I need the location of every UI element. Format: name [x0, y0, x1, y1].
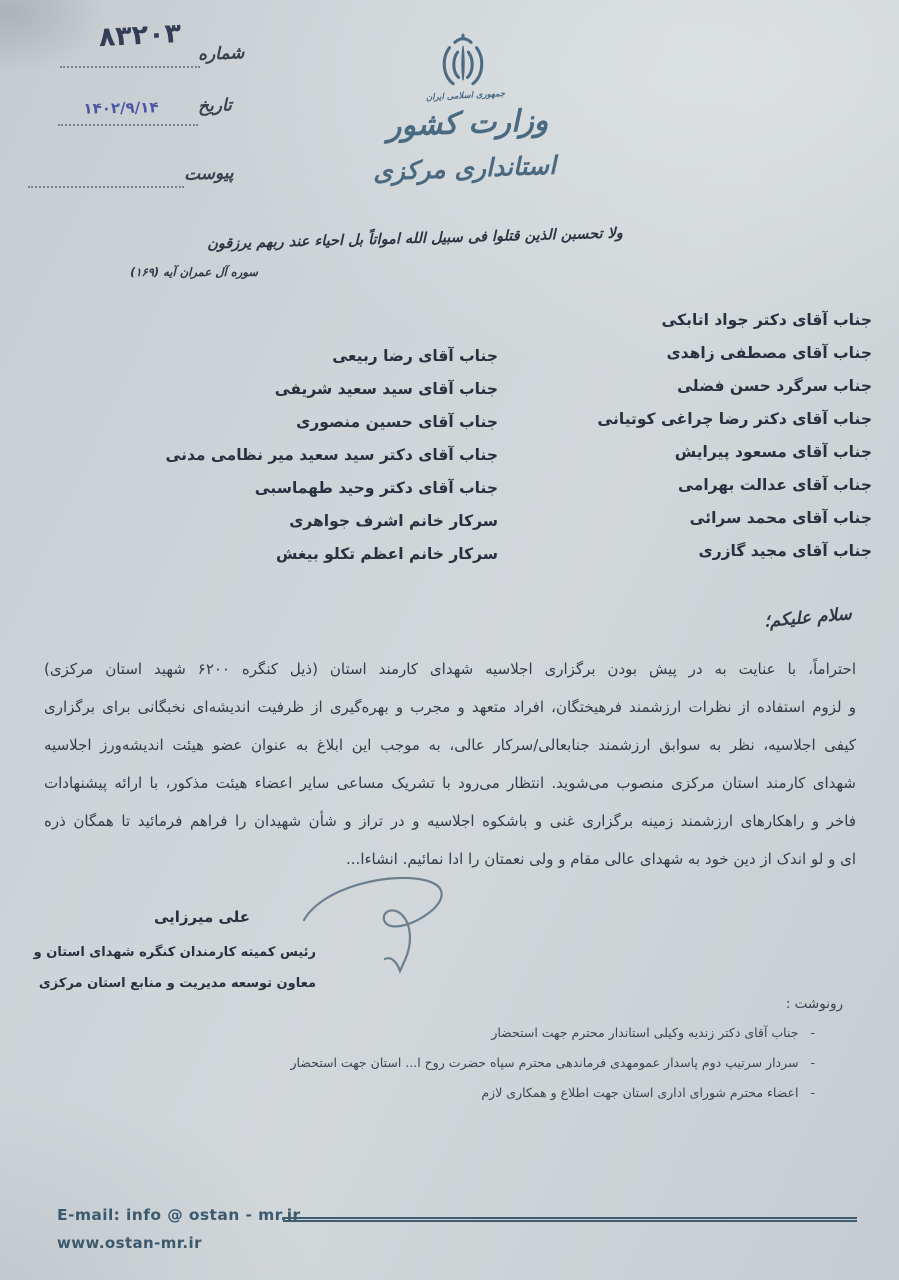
recipient-name: جناب آقای حسین منصوری	[296, 413, 498, 431]
iran-emblem-icon	[436, 33, 490, 93]
recipient-name: جناب آقای رضا ربیعی	[332, 347, 498, 365]
body-line: احتراماً، با عنایت به در پیش بودن برگزاری اجلاسیه شهدای کارمند استان (ذیل کنگره ۶۲۰۰ شهید استان مرکزی)	[44, 660, 856, 678]
recipient-name: سرکار خانم اعظم تکلو بیغش	[275, 545, 498, 563]
letter-number-handwritten: ۸۳۲۰۳	[98, 17, 182, 54]
handwritten-signature	[292, 868, 462, 990]
cc-dash-icon: -	[810, 1085, 815, 1100]
greeting: سلام علیکم؛	[763, 604, 853, 632]
recipient-name: جناب آقای محمد سرائی	[689, 509, 872, 527]
body-line: فاخر و راهکارهای ارزشمند زمینه برگزاری غنی و باشکوه اجلاسیه و در تراز و شأن شهیدان را فراهم فرمائید تا همگان ذره	[44, 812, 856, 830]
cc-dash-icon: -	[810, 1025, 815, 1040]
cc-item	[290, 1078, 815, 1108]
recipient-name: جناب آقای مجید گازری	[698, 542, 872, 560]
recipient-name: سرکار خانم اشرف جواهری	[289, 512, 498, 530]
recipient-column-right	[597, 304, 872, 568]
recipient-name: جناب آقای دکتر سید سعید میر نظامی مدنی	[165, 446, 498, 464]
recipient-name: جناب آقای دکتر وحید طهماسبی	[254, 479, 498, 497]
signer-title-1: رئیس کمیته کارمندان کنگره شهدای استان و	[33, 945, 316, 960]
signer-title-2: معاون توسعه مدیریت و منابع استان مرکزی	[38, 976, 316, 991]
recipient-column-left	[165, 340, 498, 571]
attachment-label: پیوست	[183, 163, 234, 185]
cc-item	[290, 1048, 815, 1078]
date-dotted-line	[58, 124, 198, 126]
number-label: شماره	[197, 43, 245, 65]
recipient-name: جناب آقای مسعود پیرایش	[674, 443, 872, 461]
recipient-name: جناب آقای سید سعید شریفی	[274, 380, 498, 398]
attachment-dotted-line	[28, 186, 184, 188]
letterhead-ministry: وزارت کشور	[386, 103, 549, 144]
body-line: ای و لو اندک از دین خود به شهدای عالی مقام و ولی نعمتان را ادا نمائیم. انشاءا...	[346, 850, 856, 868]
date-stamp-value: ۱۴۰۲/۹/۱۴	[83, 98, 159, 118]
footer-website: www.ostan-mr.ir	[57, 1234, 202, 1252]
footer-double-rule	[283, 1217, 857, 1222]
footer-email: E-mail: info @ ostan - mr.ir	[57, 1206, 301, 1224]
cc-item-text: اعضاء محترم شورای اداری استان جهت اطلاع و همکاری لازم	[481, 1085, 799, 1100]
cc-item-text: سردار سرتیپ دوم پاسدار عمومهدی فرماندهی محترم سپاه حضرت روح ا... استان جهت استحضار	[290, 1055, 799, 1070]
cc-item	[290, 1018, 815, 1048]
recipient-name: جناب آقای دکتر رضا چراغی کوتیانی	[597, 410, 872, 428]
letter-body	[44, 650, 856, 878]
cc-label: رونوشت :	[785, 996, 843, 1012]
body-line: کیفی اجلاسیه، نظر به سوابق ارزشمند جنابعالی/سرکار عالی، به موجب این ابلاغ به عنوان عضو هیئت اندیشه‌ورز اجلاسیه	[44, 736, 856, 754]
recipient-name: جناب آقای عدالت بهرامی	[678, 476, 872, 494]
recipient-name: جناب سرگرد حسن فضلی	[677, 377, 872, 395]
letterhead-country: جمهوری اسلامی ایران	[425, 88, 506, 104]
recipient-name: جناب آقای دکتر جواد اتابکی	[661, 311, 872, 329]
signer-name: علی میرزایی	[153, 908, 251, 926]
date-label: تاریخ	[197, 95, 233, 117]
signature-block	[33, 908, 316, 999]
body-line: و لزوم استفاده از نظرات ارزشمند فرهیختگان، افراد متعهد و مجرب و بهره‌گیری از ظرفیت اندیشه‌ای نخبگانی برای برگزاری	[44, 698, 856, 716]
number-dotted-line	[60, 66, 200, 68]
quran-verse: ولا تحسبن الذین قتلوا فی سبیل الله امواتاً بل احیاء عند ربهم یرزقون	[206, 225, 624, 253]
recipient-name: جناب آقای مصطفی زاهدی	[666, 344, 872, 362]
cc-list	[290, 1018, 815, 1108]
letterhead-organization: استانداری مرکزی	[372, 150, 557, 187]
quran-verse-attribution: سوره آل عمران آیه (۱۶۹)	[130, 265, 258, 279]
body-line: شهدای کارمند استان مرکزی منصوب می‌شوید. انتظار می‌رود با تشریک مساعی سایر اعضاء هیئت مذکور، با ارائه پیشنهادات	[44, 774, 856, 792]
cc-item-text: جناب آقای دکتر زندیه وکیلی استاندار محترم جهت استحضار	[491, 1025, 799, 1040]
cc-dash-icon: -	[810, 1055, 815, 1070]
